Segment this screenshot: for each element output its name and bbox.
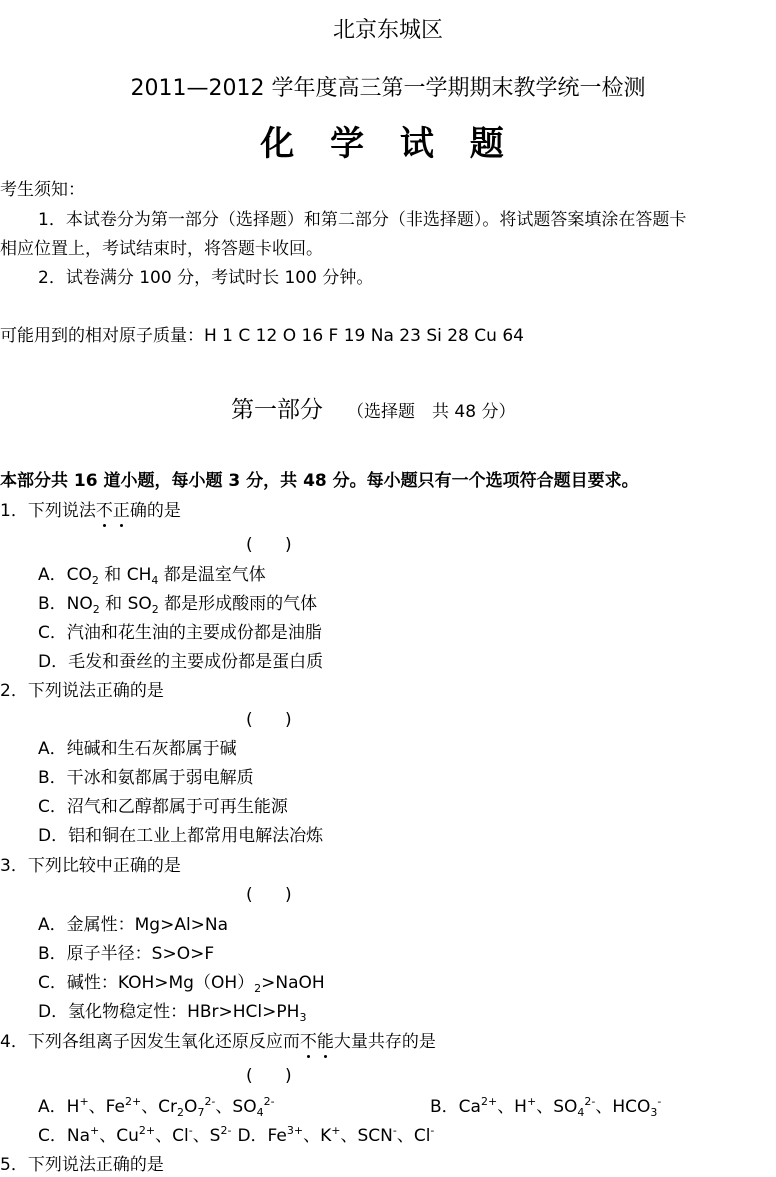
q4-option-a (38, 1097, 275, 1117)
atomic-masses: 可能用到的相对原子质量：H 1 C 12 O 16 F 19 Na 23 Si 28 Cu 64 (0, 326, 524, 346)
q4-option-d (237, 1126, 434, 1146)
subscript: 2 (92, 603, 100, 616)
ion: 、SO (536, 1097, 578, 1117)
subscript: 4 (151, 574, 159, 587)
district-title: 北京东城区 (332, 18, 443, 43)
option-text: 和 SO (99, 594, 152, 614)
notice-item-1-line-2: 相应位置上，考试结束时，将答题卡收回。 (0, 239, 323, 259)
q1-option-d: D．毛发和蚕丝的主要成份都是蛋白质 (38, 652, 324, 672)
ion: H (66, 1097, 80, 1117)
ion: Fe (267, 1126, 287, 1146)
ion: Ca (458, 1097, 481, 1117)
q2-option-b: B．干冰和氨都属于弱电解质 (38, 768, 254, 788)
subscript: 4 (577, 1106, 585, 1119)
option-text: 都是温室气体 (158, 565, 266, 585)
q4-answer-paren: ( ) (246, 1066, 292, 1086)
subscript: 7 (197, 1106, 205, 1119)
option-label: B． (38, 594, 67, 614)
option-text: D．氢化物稳定性：HBr>HCl>PH (38, 1002, 300, 1022)
superscript: + (331, 1124, 341, 1137)
superscript: 2- (584, 1095, 596, 1108)
superscript: 2+ (124, 1095, 142, 1108)
subscript: 2 (254, 982, 262, 995)
q3-stem: 3．下列比较中正确的是 (0, 856, 181, 876)
q2-option-d: D．铝和铜在工业上都常用电解法冶炼 (38, 826, 324, 846)
option-text: C．碱性：KOH>Mg（OH） (38, 973, 255, 993)
q4-stem-prefix: 4．下列各组离子因发生氧化还原反应而 (0, 1032, 300, 1052)
superscript: 3+ (286, 1124, 304, 1137)
q4-stem-suffix: 大量共存的是 (333, 1032, 436, 1052)
subscript: 3 (299, 1011, 307, 1024)
subscript: 3 (650, 1106, 658, 1119)
option-text: >NaOH (261, 973, 325, 993)
q3-option-a: A．金属性：Mg>Al>Na (38, 915, 229, 935)
q1-answer-paren: ( ) (246, 535, 292, 555)
part1-heading (231, 396, 515, 424)
option-text: 都是形成酸雨的气体 (158, 594, 318, 614)
q3-option-b: B．原子半径：S>O>F (38, 944, 215, 964)
option-label: B． (430, 1097, 459, 1117)
q1-stem-prefix: 1．下列说法 (0, 501, 96, 521)
q4-option-b (430, 1097, 661, 1117)
q3-option-d (38, 1002, 306, 1022)
option-label: C． (38, 1126, 67, 1146)
q1-option-a (38, 565, 266, 585)
q4-emphasis-char-1: 不 (299, 1032, 317, 1052)
superscript: + (90, 1124, 100, 1137)
ion: 、H (497, 1097, 527, 1117)
q4-option-c (38, 1126, 231, 1146)
q1-stem-suffix: 确的是 (129, 501, 181, 521)
superscript: 2+ (480, 1095, 498, 1108)
q1-option-b (38, 594, 317, 614)
superscript: - (188, 1124, 193, 1137)
q4-emphasis-char-2: 能 (316, 1032, 334, 1052)
subject-title: 化 学 试 题 (260, 124, 516, 164)
part1-instructions: 本部分共 16 道小题，每小题 3 分，共 48 分。每小题只有一个选项符合题目要求。 (0, 471, 639, 491)
q3-answer-paren: ( ) (246, 885, 292, 905)
ion: 、SCN (340, 1126, 393, 1146)
notice-item-2: 2．试卷满分 100 分，考试时长 100 分钟。 (38, 268, 374, 288)
ion: 、SO (215, 1097, 257, 1117)
subscript: 2 (91, 574, 99, 587)
ion: 、Cl (155, 1126, 189, 1146)
ion: 、Fe (88, 1097, 125, 1117)
superscript: 2- (220, 1124, 232, 1137)
q1-option-c: C．汽油和花生油的主要成份都是油脂 (38, 623, 322, 643)
superscript: 2+ (138, 1124, 156, 1137)
superscript: 2- (204, 1095, 216, 1108)
q4-stem (0, 1032, 436, 1052)
subscript: 4 (256, 1106, 264, 1119)
superscript: - (657, 1095, 662, 1108)
notice-heading: 考生须知： (0, 180, 85, 200)
q5-stem: 5．下列说法正确的是 (0, 1155, 164, 1175)
q1-stem (0, 501, 181, 521)
q3-option-c (38, 973, 325, 993)
ion: 、Cu (99, 1126, 139, 1146)
ion: 、Cr (141, 1097, 178, 1117)
q2-option-a: A．纯碱和生石灰都属于碱 (38, 739, 237, 759)
superscript: + (79, 1095, 89, 1108)
subscript: 2 (151, 603, 159, 616)
option-label: D． (237, 1126, 268, 1146)
superscript: - (430, 1124, 435, 1137)
ion: 、K (303, 1126, 332, 1146)
exam-name: 2011—2012 学年度高三第一学期期末教学统一检测 (130, 76, 646, 101)
subscript: 2 (177, 1106, 185, 1119)
option-label: A． (38, 565, 67, 585)
q2-option-c: C．沼气和乙醇都属于可再生能源 (38, 797, 288, 817)
superscript: - (392, 1124, 397, 1137)
ion: O (184, 1097, 198, 1117)
superscript: 2- (263, 1095, 275, 1108)
ion: 、HCO (595, 1097, 651, 1117)
ion: Na (66, 1126, 91, 1146)
q2-stem: 2．下列说法正确的是 (0, 681, 164, 701)
q1-emphasis-char-1: 不 (95, 501, 113, 521)
q4-options-c-d (38, 1126, 434, 1146)
part1-title: 第一部分 (231, 397, 323, 423)
ion: 、Cl (396, 1126, 431, 1146)
option-text: NO (66, 594, 93, 614)
superscript: + (526, 1095, 537, 1108)
option-label: A． (38, 1097, 67, 1117)
ion: 、S (192, 1126, 221, 1146)
q1-emphasis-char-2: 正 (112, 501, 130, 521)
part1-subtitle: （选择题 共 48 分） (347, 402, 516, 422)
q2-answer-paren: ( ) (246, 710, 292, 730)
notice-item-1-line-1: 1．本试卷分为第一部分（选择题）和第二部分（非选择题）。将试题答案填涂在答题卡 (38, 210, 687, 230)
option-text: CO (66, 565, 92, 585)
option-text: 和 CH (98, 565, 152, 585)
